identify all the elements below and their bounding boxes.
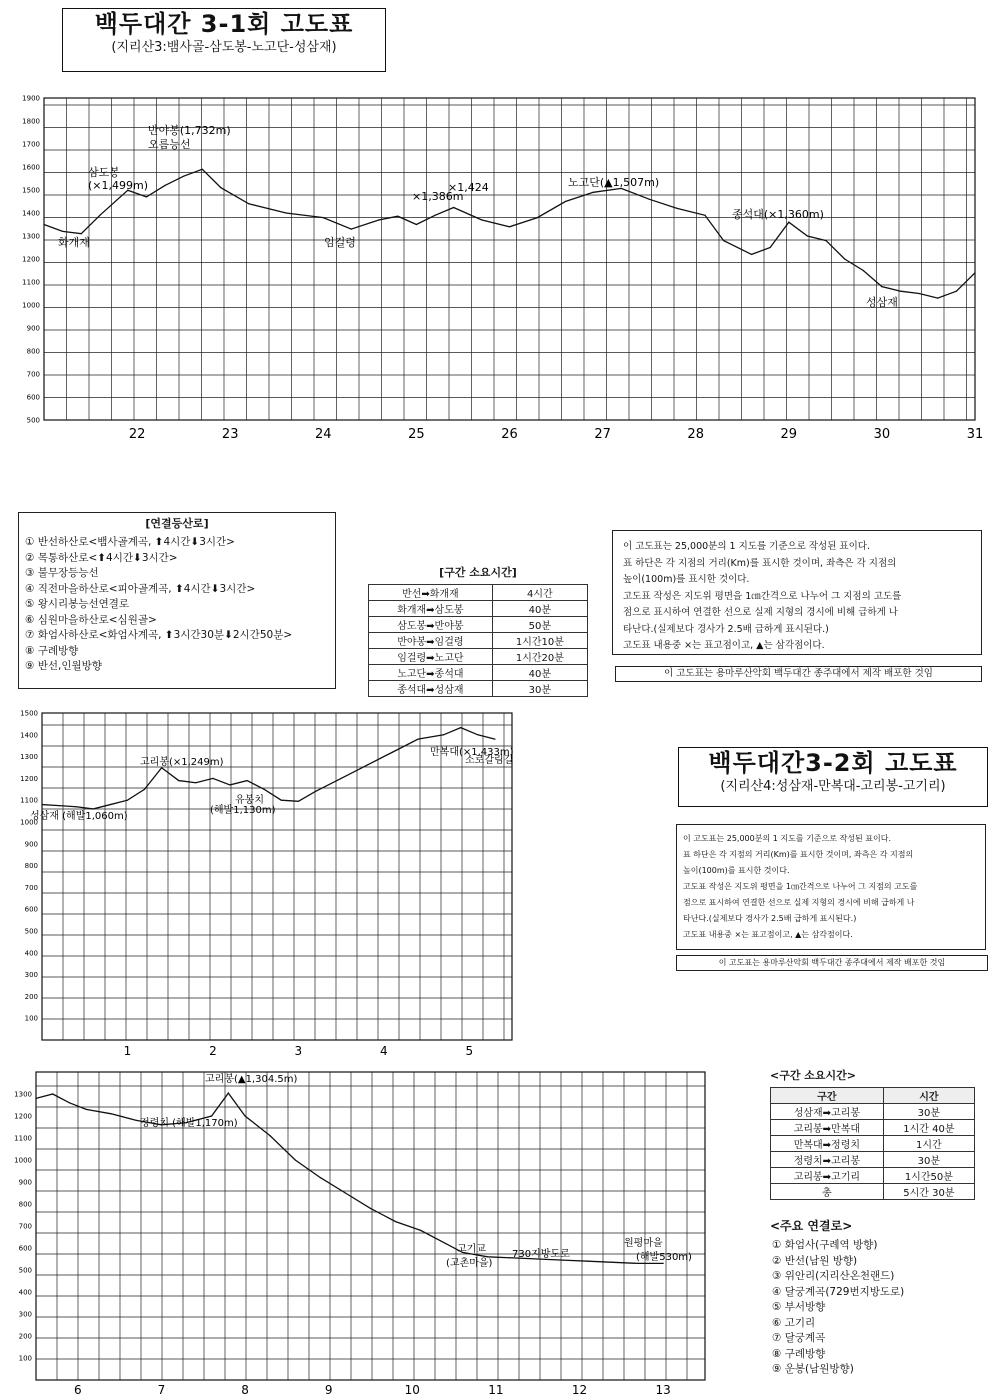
x-tick-label: 5 — [465, 1044, 474, 1058]
table-cell: 고리봉➡고기리 — [771, 1168, 884, 1184]
y-tick-label: 800 — [18, 1200, 32, 1209]
table-header-cell: 시간 — [883, 1088, 974, 1104]
elevation-point — [41, 804, 42, 805]
y-tick-label: 1300 — [20, 753, 38, 762]
elevation-point — [919, 293, 920, 294]
y-tick-label: 200 — [24, 992, 38, 1001]
elevation-point — [397, 216, 398, 217]
elevation-point — [211, 1115, 212, 1116]
route-item: ⑥ 심원마을하산로<심원골> — [25, 613, 157, 626]
elevation-point — [863, 270, 864, 271]
elevation-point — [900, 291, 901, 292]
table-cell: 정령치➡고리봉 — [771, 1152, 884, 1168]
elevation-point — [416, 224, 417, 225]
elevation-point — [52, 1093, 53, 1094]
table-cell: 고리봉➡만복대 — [771, 1120, 884, 1136]
elevation-point — [127, 800, 128, 801]
elevation-point — [35, 1098, 36, 1099]
elevation-point — [76, 806, 77, 807]
x-tick-label: 9 — [324, 1383, 333, 1397]
elevation-point — [434, 215, 435, 216]
elevation-point — [229, 784, 230, 785]
note-line: 점으로 표시하여 연결한 선으로 실제 지형의 경시에 비해 급하게 나 — [683, 898, 915, 907]
x-tick-label: 27 — [594, 427, 611, 442]
route-item: ⑦ 달궁계곡 — [772, 1332, 826, 1344]
note-line: 이 고도표는 25,000분의 1 지도를 기준으로 작성된 표이다. — [683, 834, 891, 843]
route-item: ③ 위안리(지리산온천랜드) — [772, 1270, 895, 1282]
table-cell: 5시간 30분 — [883, 1184, 974, 1200]
y-tick-label: 1400 — [22, 209, 40, 218]
y-tick-label: 500 — [26, 416, 40, 425]
x-tick-label: 1 — [123, 1044, 132, 1058]
note-line: 표 하단은 각 지점의 거리(Km)를 표시한 것이며, 좌측은 각 지점의 — [683, 850, 914, 859]
elevation-point — [144, 789, 145, 790]
table-cell: 30분 — [883, 1152, 974, 1168]
section2-title-box — [678, 747, 988, 807]
table-cell: 종석대➡성삼재 — [369, 681, 493, 697]
y-tick-label: 1100 — [22, 278, 40, 287]
elevation-point — [704, 215, 705, 216]
table-cell: 임걸령➡노고단 — [369, 649, 493, 665]
y-tick-label: 1000 — [14, 1156, 32, 1165]
elevation-chart-1 — [0, 90, 1000, 450]
elevation-point — [351, 229, 352, 230]
y-tick-label: 400 — [18, 1288, 32, 1297]
elevation-point — [58, 805, 59, 806]
peak-label: ×1,424 — [448, 181, 489, 194]
elevation-point — [844, 258, 845, 259]
y-tick-label: 900 — [24, 840, 38, 849]
x-tick-label: 6 — [73, 1383, 82, 1397]
table-row — [369, 585, 588, 601]
times-box-2-title: <구간 소요시간> — [770, 1069, 857, 1082]
y-tick-label: 1600 — [22, 163, 40, 172]
elevation-point — [481, 219, 482, 220]
note-line: 이 고도표는 25,000분의 1 지도를 기준으로 작성된 표이다. — [623, 541, 870, 552]
y-tick-label: 800 — [26, 347, 40, 356]
elevation-point — [136, 1120, 137, 1121]
x-tick-label: 3 — [294, 1044, 303, 1058]
x-tick-label: 26 — [501, 427, 518, 442]
elevation-point — [248, 203, 249, 204]
elevation-point — [379, 219, 380, 220]
elevation-profile-line — [42, 728, 495, 809]
table-row — [771, 1120, 975, 1136]
elevation-point — [395, 1221, 396, 1222]
table-cell: 노고단➡종석대 — [369, 665, 493, 681]
x-tick-label: 31 — [966, 427, 984, 442]
table-cell: 삼도봉➡반야봉 — [369, 617, 493, 633]
elevation-point — [770, 247, 771, 248]
y-tick-label: 1500 — [22, 186, 40, 195]
peak-label: 원평마을 — [624, 1238, 663, 1249]
peak-label: 유봉치 — [235, 795, 264, 806]
elevation-point — [453, 207, 454, 208]
route-item: ④ 직전마을하산로<피아골계곡, ⬆4시간⬇3시간> — [25, 582, 256, 595]
routes-box-1 — [18, 512, 336, 689]
times-box-2 — [770, 1065, 975, 1200]
table-cell: 1시간 40분 — [883, 1120, 974, 1136]
route-item: ② 목통하산로<⬆4시간⬇3시간> — [25, 551, 178, 564]
y-tick-label: 700 — [26, 370, 40, 379]
route-item: ③ 불무장등능선 — [25, 567, 99, 579]
elevation-point — [110, 804, 111, 805]
elevation-point — [202, 169, 203, 170]
y-tick-label: 400 — [24, 949, 38, 958]
times-box-1 — [368, 562, 588, 697]
elevation-point — [246, 780, 247, 781]
elevation-point — [881, 286, 882, 287]
elevation-point — [345, 1192, 346, 1193]
elevation-point — [460, 727, 461, 728]
elevation-point — [593, 192, 594, 193]
note-line: 점으로 표시하여 연결한 선으로 실제 지형의 경시에 비해 급하게 나 — [623, 607, 898, 618]
peak-label: 화개재 — [58, 236, 90, 249]
table-row — [771, 1104, 975, 1120]
y-tick-label: 1300 — [22, 232, 40, 241]
y-tick-label: 1200 — [20, 774, 38, 783]
elevation-point — [956, 291, 957, 292]
table-cell: 반선➡화개재 — [369, 585, 493, 601]
elevation-point — [146, 196, 147, 197]
elevation-point — [612, 1262, 613, 1263]
routes-box-2 — [770, 1215, 985, 1378]
grid — [36, 1072, 705, 1380]
elevation-point — [111, 1113, 112, 1114]
elevation-point — [445, 1243, 446, 1244]
y-tick-label: 100 — [24, 1014, 38, 1023]
x-tick-label: 4 — [379, 1044, 388, 1058]
elevation-point — [788, 222, 789, 223]
section2-subtitle: (지리산4:성삼재-만복대-고리봉-고기리) — [720, 779, 946, 794]
elevation-point — [366, 765, 367, 766]
table-row — [369, 665, 588, 681]
elevation-point — [494, 739, 495, 740]
elevation-point — [443, 734, 444, 735]
x-tick-label: 22 — [128, 427, 146, 442]
route-item: ⑧ 구례방향 — [25, 644, 79, 657]
note-box-1 — [612, 530, 982, 655]
y-tick-label: 200 — [18, 1332, 32, 1341]
elevation-point — [62, 231, 63, 232]
y-tick-label: 1700 — [22, 140, 40, 149]
elevation-profile-line — [44, 169, 975, 298]
peak-label: 성삼재 (해발1,060m) — [30, 811, 128, 822]
elevation-point — [43, 224, 44, 225]
note-line: 높이(100m)를 표시한 것이다. — [623, 574, 750, 585]
elevation-point — [178, 780, 179, 781]
x-tick-label: 29 — [780, 427, 798, 442]
table-row — [369, 681, 588, 697]
peak-label: (고촌마을) — [446, 1258, 493, 1269]
elevation-point — [69, 1102, 70, 1103]
table-row — [369, 617, 588, 633]
route-item: ⑦ 화엄사하산로<화엄사계곡, ⬆3시간30분⬇2시간50분> — [25, 629, 293, 641]
table-cell: 50분 — [492, 617, 587, 633]
y-tick-label: 1100 — [20, 796, 38, 805]
times-table-2 — [770, 1087, 975, 1200]
table-cell: 30분 — [883, 1104, 974, 1120]
elevation-point — [295, 1159, 296, 1160]
x-tick-label: 30 — [873, 427, 891, 442]
note-line: 높이(100m)를 표시한 것이다. — [683, 866, 790, 875]
y-tick-label: 1000 — [20, 818, 38, 827]
route-item: ⑧ 구례방향 — [772, 1347, 826, 1360]
elevation-point — [228, 1093, 229, 1094]
y-tick-label: 300 — [18, 1310, 32, 1319]
elevation-point — [751, 254, 752, 255]
route-item: ⑥ 고기리 — [772, 1316, 816, 1329]
table-cell: 화개재➡삼도봉 — [369, 601, 493, 617]
elevation-point — [340, 778, 341, 779]
elevation-point — [264, 789, 265, 790]
peak-label: 고기교 — [457, 1244, 486, 1255]
table-row — [369, 633, 588, 649]
peak-label: 고리봉(×1,249m) — [140, 757, 224, 768]
elevation-point — [565, 201, 566, 202]
peak-label: 반야봉(1,732m) — [148, 124, 231, 137]
x-tick-label: 23 — [221, 427, 239, 442]
elevation-point — [212, 778, 213, 779]
table-header-row — [771, 1088, 975, 1104]
peak-label: ×1,386m — [412, 190, 464, 203]
route-item: ⑤ 부서방향 — [772, 1301, 826, 1313]
y-tick-label: 1200 — [22, 255, 40, 264]
route-item: ① 반선하산로<뱀사골계곡, ⬆4시간⬇3시간> — [25, 536, 235, 548]
x-tick-label: 10 — [404, 1383, 420, 1397]
routes-box-2-title: <주요 연결로> — [770, 1219, 853, 1233]
elevation-point — [81, 233, 82, 234]
x-tick-label: 11 — [488, 1383, 504, 1397]
table-row — [369, 601, 588, 617]
note-box-2 — [676, 824, 986, 950]
y-tick-label: 1400 — [20, 731, 38, 740]
elevation-point — [298, 801, 299, 802]
peak-label: 730지방도로 — [512, 1249, 570, 1260]
table-cell: 1시간20분 — [492, 649, 587, 665]
note-line: 타난다.(실제보다 경사가 2.5배 급하게 표시된다.) — [683, 914, 857, 923]
table-cell: 40분 — [492, 601, 587, 617]
elevation-point — [323, 217, 324, 218]
plot-frame — [36, 1072, 705, 1380]
table-cell: 1시간10분 — [492, 633, 587, 649]
table-row — [771, 1168, 975, 1184]
y-tick-label: 900 — [26, 324, 40, 333]
peak-label: (해발530m) — [636, 1252, 692, 1263]
elevation-point — [974, 272, 975, 273]
elevation-point — [937, 298, 938, 299]
elevation-point — [320, 1177, 321, 1178]
route-item: ⑨ 운봉(남원방향) — [772, 1363, 854, 1375]
peak-label: 소로갈림길 — [465, 755, 514, 766]
table-cell: 총 — [771, 1184, 884, 1200]
elevation-point — [220, 187, 221, 188]
y-tick-label: 1200 — [14, 1112, 32, 1121]
elevation-point — [477, 734, 478, 735]
peak-label: 노고단(▲1,507m) — [568, 176, 660, 189]
route-item: ① 화엄사(구례역 방향) — [772, 1239, 878, 1251]
elevation-point — [244, 1115, 245, 1116]
table-cell: 30분 — [492, 681, 587, 697]
elevation-point — [509, 226, 510, 227]
y-tick-label: 500 — [18, 1266, 32, 1275]
y-tick-label: 600 — [24, 905, 38, 914]
y-tick-label: 300 — [24, 971, 38, 980]
elevation-point — [86, 1109, 87, 1110]
credit-1: 이 고도표는 용마루산악회 백두대간 종주대에서 제작 배포한 것임 — [615, 666, 982, 682]
route-item: ④ 달궁계곡(729번지방도로) — [772, 1285, 905, 1298]
elevation-point — [93, 808, 94, 809]
elevation-profile-line — [36, 1093, 663, 1263]
y-tick-label: 1300 — [14, 1090, 32, 1099]
elevation-point — [285, 212, 286, 213]
y-tick-label: 1100 — [14, 1134, 32, 1143]
x-tick-label: 12 — [571, 1383, 588, 1397]
y-tick-label: 600 — [18, 1244, 32, 1253]
x-tick-label: 25 — [408, 427, 425, 442]
elevation-point — [270, 1135, 271, 1136]
routes-list-1 — [19, 535, 335, 675]
table-row — [771, 1152, 975, 1168]
y-tick-label: 500 — [24, 927, 38, 936]
table-cell: 반야봉➡임걸령 — [369, 633, 493, 649]
peak-label: 삼도봉 — [88, 166, 120, 179]
peak-label: 만복대(×1,433m) — [430, 747, 514, 758]
elevation-point — [183, 176, 184, 177]
elevation-point — [723, 240, 724, 241]
note-line: 고도표 작성은 지도위 평면을 1㎝간격으로 나누어 그 지점의 고도를 — [623, 590, 902, 602]
elevation-point — [825, 240, 826, 241]
section2-title: 백두대간3-2회 고도표 — [708, 749, 958, 777]
grid — [42, 713, 512, 1040]
x-tick-label: 7 — [157, 1383, 166, 1397]
peak-label: 고리봉(▲1,304.5m) — [205, 1074, 298, 1085]
y-tick-label: 1500 — [20, 709, 38, 718]
plot-frame — [42, 713, 512, 1040]
note-line: 고도표 내용중 ×는 표고점이고, ▲는 삼각점이다. — [683, 930, 853, 939]
table-cell: 1시간 — [883, 1136, 974, 1152]
y-tick-label: 900 — [18, 1178, 32, 1187]
elevation-point — [537, 217, 538, 218]
x-tick-label: 2 — [209, 1044, 217, 1058]
times-table-1 — [368, 584, 588, 697]
elevation-point — [195, 782, 196, 783]
y-tick-label: 1000 — [22, 301, 40, 310]
peak-label: 종석대(×1,360m) — [732, 208, 824, 221]
elevation-point — [587, 1261, 588, 1262]
table-cell: 40분 — [492, 665, 587, 681]
note-line: 타난다.(실제보다 경사가 2.5배 급하게 표시된다.) — [623, 623, 829, 635]
x-tick-label: 28 — [687, 427, 704, 442]
credit-2: 이 고도표는 용마루산악회 백두대간 종주대에서 제작 배포한 것임 — [676, 955, 988, 971]
y-tick-label: 700 — [24, 883, 38, 892]
routes-box-1-title: [연결등산로] — [145, 517, 209, 530]
table-row — [369, 649, 588, 665]
x-tick-label: 8 — [241, 1383, 249, 1397]
route-item: ⑨ 반선,인월방향 — [25, 660, 102, 672]
peak-label: 정령치 (해발1,170m) — [140, 1118, 238, 1129]
note-line: 고도표 내용중 ×는 표고점이고, ▲는 삼각점이다. — [623, 640, 825, 651]
elevation-point — [420, 1230, 421, 1231]
table-cell: 만복대➡정령치 — [771, 1136, 884, 1152]
x-tick-label: 24 — [315, 427, 332, 442]
elevation-point — [99, 215, 100, 216]
route-item: ② 반선(남원 방향) — [772, 1254, 858, 1267]
table-cell: 1시간50분 — [883, 1168, 974, 1184]
elevation-point — [417, 739, 418, 740]
elevation-point — [807, 235, 808, 236]
peak-label: 성삼재 — [866, 296, 898, 309]
note-line: 표 하단은 각 지점의 거리(Km)를 표시한 것이며, 좌측은 각 지점의 — [623, 557, 897, 569]
elevation-point — [281, 800, 282, 801]
routes-list-2 — [770, 1238, 985, 1378]
note-line: 고도표 작성은 지도위 평면을 1㎝간격으로 나누어 그 지점의 고도를 — [683, 882, 918, 891]
elevation-point — [164, 185, 165, 186]
route-item: ⑤ 왕시리봉능선연결로 — [25, 598, 130, 610]
elevation-point — [392, 752, 393, 753]
section1-title: 백두대간 3-1회 고도표 — [94, 10, 354, 38]
table-cell: 4시간 — [492, 585, 587, 601]
peak-label: 오름능선 — [148, 138, 191, 151]
peak-label: 임걸령 — [324, 236, 356, 249]
section1-subtitle: (지리산3:뱀사골-삼도봉-노고단-성삼재) — [111, 40, 337, 55]
elevation-point — [649, 199, 650, 200]
elevation-point — [315, 791, 316, 792]
peak-label: (×1,499m) — [88, 179, 149, 192]
times-box-1-title: [구간 소요시간] — [439, 566, 517, 579]
table-row — [771, 1136, 975, 1152]
peak-label: (해발1,130m) — [210, 805, 276, 816]
y-tick-label: 800 — [24, 862, 38, 871]
elevation-point — [370, 1208, 371, 1209]
y-tick-label: 700 — [18, 1222, 32, 1231]
elevation-point — [676, 208, 677, 209]
elevation-chart-2 — [0, 705, 560, 1060]
y-tick-label: 100 — [18, 1354, 32, 1363]
section1-title-box — [62, 8, 386, 72]
x-tick-label: 13 — [655, 1383, 671, 1397]
y-tick-label: 1800 — [22, 117, 40, 126]
table-row — [771, 1184, 975, 1200]
table-header-cell: 구간 — [771, 1088, 884, 1104]
y-tick-label: 600 — [26, 393, 40, 402]
table-cell: 성삼재➡고리봉 — [771, 1104, 884, 1120]
elevation-chart-3 — [0, 1062, 740, 1400]
y-tick-label: 1900 — [22, 94, 40, 103]
